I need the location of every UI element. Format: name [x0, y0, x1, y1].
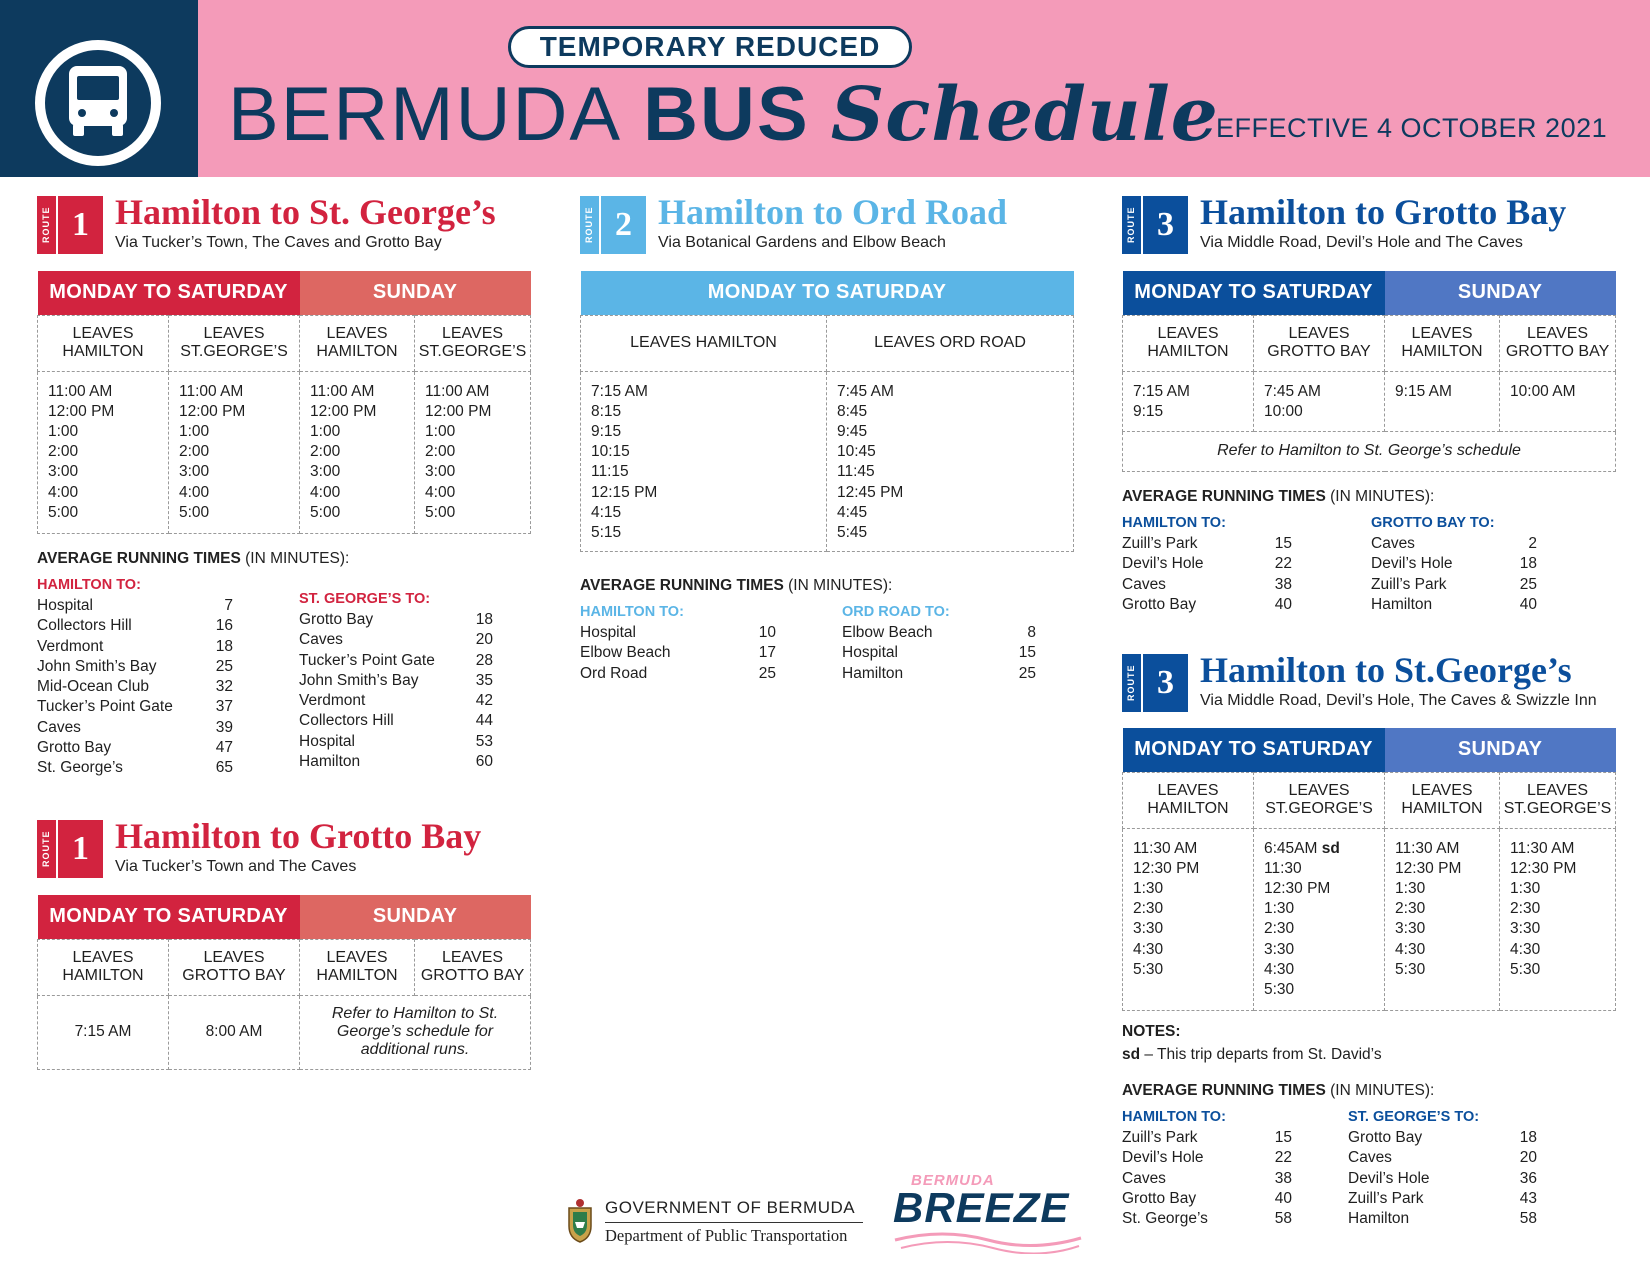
minutes-value: 39 [215, 718, 233, 736]
government-logo [565, 1198, 865, 1248]
running-time-row [37, 738, 233, 758]
col-header: LEAVES GROTTO BAY [1500, 315, 1616, 371]
col-header: LEAVES GROTTO BAY [169, 939, 300, 995]
stop-name: Hamilton [1371, 595, 1433, 613]
running-times-heading: HAMILTON TO: [37, 577, 141, 593]
running-times-from-hamilton [580, 601, 776, 684]
col-header: LEAVES GROTTO BAY [415, 939, 531, 995]
minutes-value: 25 [758, 664, 776, 682]
government-name: GOVERNMENT OF BERMUDA [605, 1198, 856, 1217]
running-time-row [1122, 1128, 1292, 1148]
bus-icon [31, 36, 165, 170]
route-1a-running-times [37, 550, 537, 780]
route-3b-schedule-table [1122, 728, 1616, 1011]
times-cell: 9:15 AM [1385, 371, 1500, 431]
running-times-from-ord-road [842, 601, 1036, 684]
times-cell: 7:15 AM 9:15 [1123, 371, 1254, 431]
running-time-row [1348, 1189, 1537, 1209]
route-2-running-times [580, 577, 1080, 687]
times-cell: 11:00 AM 12:00 PM 1:00 2:00 3:00 4:00 5:00 [169, 371, 300, 533]
running-time-row [299, 752, 493, 772]
route-1b-heading [37, 816, 517, 878]
running-time-row [37, 758, 233, 778]
stop-name: Verdmont [37, 637, 104, 655]
minutes-value: 17 [758, 644, 776, 662]
stop-name: Devil’s Hole [1122, 1149, 1204, 1167]
stop-name: Hospital [842, 644, 898, 662]
route-tag: ROUTE [37, 820, 56, 878]
minutes-value: 38 [1274, 1169, 1292, 1187]
minutes-value: 2 [1528, 535, 1537, 552]
stop-name: Devil’s Hole [1371, 555, 1453, 573]
running-times-heading: HAMILTON TO: [580, 604, 684, 620]
minutes-value: 43 [1519, 1189, 1537, 1207]
route-2-schedule-table [580, 271, 1074, 552]
running-time-row [37, 657, 233, 677]
minutes-value: 28 [475, 651, 493, 669]
times-cell: 11:00 AM 12:00 PM 1:00 2:00 3:00 4:00 5:00 [300, 371, 415, 533]
temporary-banner: TEMPORARY REDUCED [508, 26, 912, 68]
stop-name: Zuill’s Park [1122, 1129, 1198, 1146]
band-monday-saturday: MONDAY TO SATURDAY [38, 271, 300, 315]
minutes-value: 25 [215, 657, 233, 675]
running-time-row [842, 623, 1036, 643]
band-monday-saturday: MONDAY TO SATURDAY [38, 895, 300, 939]
col-header: LEAVES HAMILTON [38, 939, 169, 995]
minutes-value: 58 [1519, 1210, 1537, 1228]
running-time-row [1371, 554, 1537, 574]
running-time-row [842, 643, 1036, 663]
stop-name: Hospital [299, 732, 355, 750]
col-header: LEAVES HAMILTON [1385, 772, 1500, 828]
stop-name: Grotto Bay [1122, 1189, 1197, 1207]
bermuda-breeze-logo [893, 1172, 1085, 1254]
minutes-value: 18 [475, 611, 493, 628]
times-cell: 11:00 AM 12:00 PM 1:00 2:00 3:00 4:00 5:00 [415, 371, 531, 533]
route-2-heading [580, 192, 1060, 254]
running-times-title: AVERAGE RUNNING TIMES (IN MINUTES): [1122, 1082, 1435, 1099]
page-header [0, 0, 1650, 177]
times-cell: 11:30 AM 12:30 PM 1:30 2:30 3:30 4:30 5:30 [1385, 828, 1500, 1010]
minutes-value: 40 [1519, 595, 1537, 613]
page-title [228, 70, 1219, 160]
route-3b-running-times [1122, 1082, 1622, 1232]
minutes-value: 25 [1018, 664, 1036, 682]
minutes-value: 35 [475, 671, 493, 689]
col-header: LEAVES HAMILTON [581, 315, 827, 371]
running-time-row [1348, 1169, 1537, 1189]
stop-name: Hamilton [299, 753, 361, 771]
running-time-row [1122, 1189, 1292, 1209]
stop-name: Elbow Beach [842, 624, 933, 641]
notes-title: NOTES: [1122, 1023, 1181, 1040]
minutes-value: 40 [1274, 1189, 1292, 1207]
running-time-row [299, 711, 493, 731]
stop-name: Mid-Ocean Club [37, 678, 149, 696]
route-3a-schedule-table [1122, 271, 1616, 472]
notes-line: sd – This trip departs from St. David’s [1122, 1046, 1382, 1063]
running-time-row [37, 677, 233, 697]
route-via: Via Tucker’s Town, The Caves and Grotto Bay [115, 234, 442, 251]
running-time-row [299, 630, 493, 650]
running-times-title: AVERAGE RUNNING TIMES (IN MINUTES): [580, 577, 893, 594]
stop-name: Elbow Beach [580, 644, 671, 662]
stop-name: Grotto Bay [299, 611, 374, 628]
title-word-schedule: Schedule [830, 72, 1219, 158]
minutes-value: 47 [215, 739, 233, 757]
stop-name: Hamilton [842, 664, 904, 682]
times-list: 11:30 12:30 PM 1:30 2:30 3:30 4:30 5:30 [1264, 859, 1331, 998]
route-3b-heading [1122, 650, 1642, 712]
band-monday-saturday: MONDAY TO SATURDAY [1123, 271, 1385, 315]
stop-name: Caves [37, 718, 81, 736]
stop-name: Ord Road [580, 664, 648, 682]
running-time-row [299, 732, 493, 752]
col-header: LEAVES HAMILTON [1123, 315, 1254, 371]
route-tag: ROUTE [580, 196, 599, 254]
minutes-value: 36 [1519, 1169, 1537, 1187]
minutes-value: 15 [1018, 644, 1036, 662]
route-title: Hamilton to Grotto Bay [1200, 192, 1567, 232]
stop-name: Collectors Hill [299, 712, 394, 730]
running-times-from-hamilton [1122, 1106, 1292, 1229]
running-time-row [37, 697, 233, 717]
band-sunday: SUNDAY [300, 271, 531, 315]
route-number: 1 [58, 820, 103, 878]
minutes-value: 16 [215, 617, 233, 635]
minutes-value: 18 [1519, 1129, 1537, 1146]
running-time-row [1122, 554, 1292, 574]
minutes-value: 18 [1519, 555, 1537, 573]
stop-name: John Smith’s Bay [37, 657, 157, 675]
times-cell: 7:45 AM 10:00 [1254, 371, 1385, 431]
minutes-value: 38 [1274, 575, 1292, 593]
times-cell: 11:00 AM 12:00 PM 1:00 2:00 3:00 4:00 5:00 [38, 371, 169, 533]
running-time-row [299, 610, 493, 630]
route-3b-notes [1122, 1023, 1382, 1064]
col-header: LEAVES HAMILTON [300, 315, 415, 371]
stop-name: Caves [299, 631, 343, 649]
route-via: Via Middle Road, Devil’s Hole and The Caves [1200, 234, 1523, 251]
st-davids-flag: sd [1321, 839, 1340, 857]
times-cell: 7:45 AM 8:45 9:45 10:45 11:45 12:45 PM 4:45 5:45 [827, 371, 1074, 552]
col-header: LEAVES ST.GEORGE’S [1254, 772, 1385, 828]
running-time-row [1371, 575, 1537, 595]
col-header: LEAVES ST.GEORGE’S [415, 315, 531, 371]
band-sunday: SUNDAY [1385, 728, 1616, 772]
times-cell: 10:00 AM [1500, 371, 1616, 431]
running-times-from-hamilton [37, 574, 233, 779]
running-times-heading: ST. GEORGE’S TO: [299, 591, 431, 607]
running-times-heading: HAMILTON TO: [1122, 515, 1226, 531]
minutes-value: 44 [475, 712, 493, 730]
stop-name: John Smith’s Bay [299, 671, 419, 689]
stop-name: Hamilton [1348, 1210, 1410, 1228]
running-times-heading: HAMILTON TO: [1122, 1109, 1226, 1125]
running-times-title: AVERAGE RUNNING TIMES (IN MINUTES): [1122, 488, 1435, 505]
minutes-value: 22 [1274, 555, 1292, 573]
running-times-from-hamilton [1122, 512, 1292, 615]
route-1a-schedule-table [37, 271, 531, 534]
stop-name: Zuill’s Park [1371, 575, 1447, 593]
breeze-main-text: BREEZE [893, 1184, 1070, 1231]
route-3a-running-times [1122, 488, 1622, 613]
running-times-heading: GROTTO BAY TO: [1371, 515, 1495, 531]
times-cell: 7:15 AM 8:15 9:15 10:15 11:15 12:15 PM 4:15 5:15 [581, 371, 827, 552]
running-time-row [1122, 595, 1292, 615]
minutes-value: 32 [215, 678, 233, 696]
band-sunday: SUNDAY [300, 895, 531, 939]
stop-name: Caves [1122, 575, 1166, 593]
title-word-bermuda: BERMUDA [228, 72, 623, 157]
minutes-value: 18 [215, 637, 233, 655]
minutes-value: 8 [1027, 624, 1036, 641]
route-number: 1 [58, 196, 103, 254]
stop-name: Caves [1122, 1169, 1166, 1187]
col-header: LEAVES HAMILTON [300, 939, 415, 995]
route-title: Hamilton to Ord Road [658, 192, 1008, 232]
route-tag: ROUTE [37, 196, 56, 254]
running-time-row [1122, 534, 1292, 554]
route-title: Hamilton to Grotto Bay [115, 816, 482, 856]
route-1b-schedule-table [37, 895, 531, 1070]
stop-name: Grotto Bay [1348, 1129, 1423, 1146]
stop-name: Verdmont [299, 692, 366, 710]
running-time-row [299, 691, 493, 711]
route-number: 3 [1143, 654, 1188, 712]
coat-of-arms-icon [565, 1198, 595, 1244]
band-sunday: SUNDAY [1385, 271, 1616, 315]
route-tag: ROUTE [1122, 196, 1141, 254]
col-header: LEAVES HAMILTON [1123, 772, 1254, 828]
minutes-value: 25 [1519, 575, 1537, 593]
route-via: Via Middle Road, Devil’s Hole, The Caves & Swizzle Inn [1200, 692, 1597, 709]
running-time-row [299, 671, 493, 691]
minutes-value: 7 [224, 597, 233, 614]
running-time-row [1122, 1209, 1292, 1229]
running-time-row [37, 616, 233, 636]
minutes-value: 40 [1274, 595, 1292, 613]
stop-name: Tucker’s Point Gate [37, 698, 173, 716]
stop-name: Zuill’s Park [1348, 1189, 1424, 1207]
route-1a-heading [37, 192, 517, 254]
route-number: 2 [601, 196, 646, 254]
col-header: LEAVES ORD ROAD [827, 315, 1074, 371]
running-times-from-st-georges [299, 588, 493, 772]
stop-name: Grotto Bay [1122, 595, 1197, 613]
effective-date: EFFECTIVE 4 OCTOBER 2021 [1216, 113, 1608, 143]
minutes-value: 60 [475, 753, 493, 771]
running-times-title: AVERAGE RUNNING TIMES (IN MINUTES): [37, 550, 350, 567]
running-time-row [580, 623, 776, 643]
running-times-heading: ORD ROAD TO: [842, 604, 950, 620]
stop-name: St. George’s [37, 759, 123, 777]
stop-name: Caves [1371, 535, 1415, 552]
col-header: LEAVES ST.GEORGE’S [1500, 772, 1616, 828]
running-times-from-grotto-bay [1371, 512, 1537, 615]
minutes-value: 58 [1274, 1210, 1292, 1228]
stop-name: Tucker’s Point Gate [299, 651, 435, 669]
stop-name: Devil’s Hole [1122, 555, 1204, 573]
minutes-value: 10 [758, 624, 776, 641]
running-time-row [580, 643, 776, 663]
minutes-value: 37 [215, 698, 233, 716]
first-trip-time: 6:45AM [1264, 839, 1322, 857]
band-monday-saturday: MONDAY TO SATURDAY [581, 271, 1074, 315]
running-time-row [37, 637, 233, 657]
running-times-heading: ST. GEORGE’S TO: [1348, 1109, 1480, 1125]
running-time-row [842, 664, 1036, 684]
stop-name: Devil’s Hole [1348, 1169, 1430, 1187]
title-word-bus: BUS [643, 72, 810, 157]
times-cell: 11:30 AM 12:30 PM 1:30 2:30 3:30 4:30 5:30 [1500, 828, 1616, 1010]
route-via: Via Tucker’s Town and The Caves [115, 858, 357, 875]
running-time-row [1348, 1148, 1537, 1168]
stop-name: St. George’s [1122, 1210, 1208, 1228]
minutes-value: 15 [1274, 1129, 1292, 1146]
stop-name: Caves [1348, 1149, 1392, 1167]
route-3a-heading [1122, 192, 1622, 254]
stop-name: Hospital [37, 597, 93, 614]
stop-name: Hospital [580, 624, 636, 641]
times-cell: 11:30 AM 12:30 PM 1:30 2:30 3:30 4:30 5:30 [1123, 828, 1254, 1010]
col-header: LEAVES ST.GEORGE’S [169, 315, 300, 371]
stop-name: Grotto Bay [37, 739, 112, 757]
divider [605, 1222, 863, 1223]
wave-icon [893, 1230, 1083, 1254]
route-title: Hamilton to St.George’s [1200, 650, 1572, 690]
col-header: LEAVES HAMILTON [1385, 315, 1500, 371]
col-header: LEAVES HAMILTON [38, 315, 169, 371]
running-time-row [1348, 1128, 1537, 1148]
route-title: Hamilton to St. George’s [115, 192, 496, 232]
running-time-row [580, 664, 776, 684]
stop-name: Collectors Hill [37, 617, 132, 635]
route-number: 3 [1143, 196, 1188, 254]
running-time-row [1122, 1148, 1292, 1168]
running-time-row [299, 651, 493, 671]
times-cell [1254, 828, 1385, 1010]
running-time-row [37, 718, 233, 738]
running-time-row [1371, 595, 1537, 615]
running-time-row [1122, 575, 1292, 595]
route-via: Via Botanical Gardens and Elbow Beach [658, 234, 946, 251]
running-time-row [1371, 534, 1537, 554]
minutes-value: 20 [475, 631, 493, 649]
minutes-value: 65 [215, 759, 233, 777]
minutes-value: 15 [1274, 535, 1292, 552]
department-name: Department of Public Transportation [605, 1226, 848, 1245]
running-times-from-st-georges [1348, 1106, 1537, 1229]
stop-name: Zuill’s Park [1122, 535, 1198, 552]
breeze-top-text: BERMUDA [911, 1172, 995, 1189]
route-tag: ROUTE [1122, 654, 1141, 712]
times-cell: 7:15 AM [38, 995, 169, 1069]
minutes-value: 53 [475, 732, 493, 750]
minutes-value: 22 [1274, 1149, 1292, 1167]
refer-note: Refer to Hamilton to St. George’s schedule [1123, 431, 1616, 471]
minutes-value: 42 [475, 692, 493, 710]
times-cell: 8:00 AM [169, 995, 300, 1069]
running-time-row [1348, 1209, 1537, 1229]
band-monday-saturday: MONDAY TO SATURDAY [1123, 728, 1385, 772]
running-time-row [37, 596, 233, 616]
header-icon-box [0, 0, 198, 177]
running-time-row [1122, 1169, 1292, 1189]
minutes-value: 20 [1519, 1149, 1537, 1167]
col-header: LEAVES GROTTO BAY [1254, 315, 1385, 371]
refer-note: Refer to Hamilton to St. George’s schedule for additional runs. [300, 995, 531, 1069]
